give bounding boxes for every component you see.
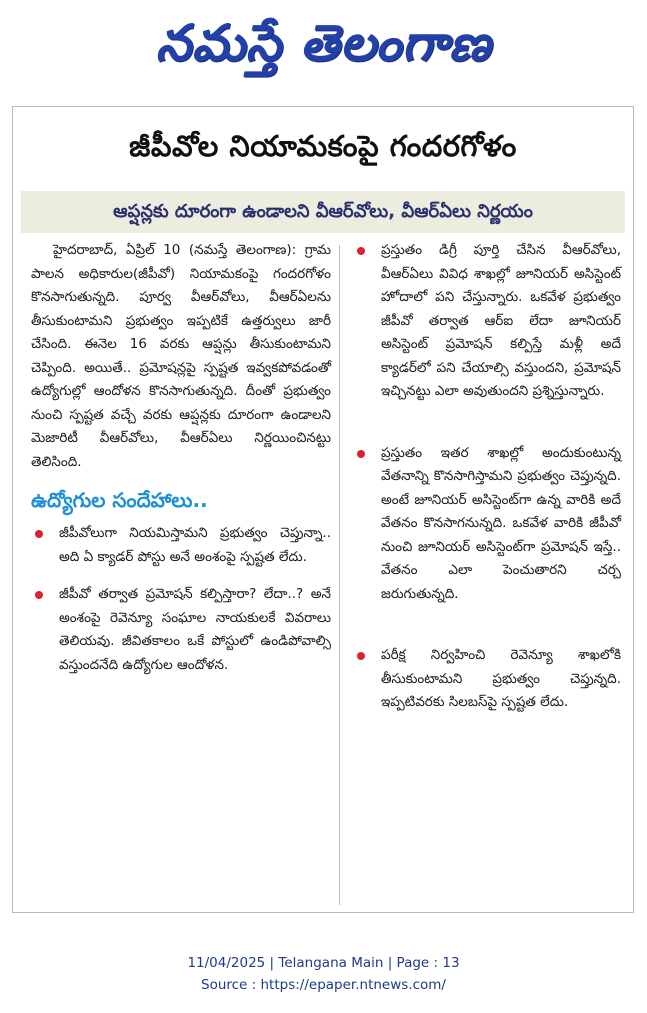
page-footer — [0, 952, 647, 996]
bullet-text: పరీక్ష నిర్వహించి రెవెన్యూ శాఖలోకి తీసుకుంటామని ప్రభుత్వం చెప్తున్నది. ఇప్పటివరకు సిలబస్‌పై స్పష్టత లేదు. — [381, 647, 621, 710]
list-item — [31, 583, 331, 677]
column-divider — [339, 245, 340, 905]
bullet-dot-icon — [35, 591, 43, 599]
masthead — [0, 6, 647, 80]
list-item — [353, 442, 621, 607]
article-subheadline: ఆప్షన్లకు దూరంగా ఉండాలని వీఆర్‌వోలు, వీఆర్‌ఏలు నిర్ణయం — [21, 191, 625, 233]
source-link[interactable]: Source : https://epaper.ntnews.com/ — [201, 977, 446, 993]
edition-info: 11/04/2025 | Telangana Main | Page : 13 — [187, 955, 460, 971]
newspaper-logo: నమస్తే తెలంగాణ — [155, 13, 492, 72]
article-intro: హైదరాబాద్‌, ఏప్రిల్‌ 10 (నమస్తే తెలంగాణ): గ్రామ పాలన అధికారుల(జీపీవో) నియామకంపై గందరగోళం కొనసాగుతున్నది. పూర్వ వీఆర్‌వోలు, వీఆర్‌ఏలను తీసుకుంటామని ప్రభుత్వం ఇప్పటికే ఉత్తర్వులు జారీ చేసింది. ఈనెల 16 వరకు ఆప్షన్లు తీసుకుంటామని చెప్పింది. అయితే.. ప్రమోషన్లపై స్పష్టత ఇవ్వకపోవడంతో ఉద్యోగుల్లో ఆందోళన కొనసాగుతున్నది. దీంతో ప్రభుత్వం నుంచి స్పష్టత వచ్చే వరకు ఆప్షన్లకు దూరంగా ఉండాలని మెజారిటీ వీఆర్‌వోలు, వీఆర్‌ఏలు నిర్ణయించినట్టు తెలిసింది. — [31, 242, 331, 470]
right-column — [353, 239, 621, 715]
list-item — [31, 522, 331, 569]
bullet-text: జీపీవో తర్వాత ప్రమోషన్‌ కల్పిస్తారా? లేదా..? అనే అంశంపై రెవెన్యూ సంఘాల నాయకులకే వివరాలు తెలియవు. జీవితకాలం ఒకే పోస్టులో ఉండిపోవాల్సి వస్తుందనేది ఉద్యోగుల ఆందోళన. — [59, 586, 331, 673]
article-headline: జీపీవోల నియామకంపై గందరగోళం — [129, 129, 517, 163]
section-heading: ఉద్యోగుల సందేహాలు.. — [31, 488, 208, 512]
list-item — [353, 239, 621, 404]
bullet-text: ప్రస్తుతం డిగ్రీ పూర్తి చేసిన వీఆర్‌వోలు, వీఆర్‌ఏలు వివిధ శాఖల్లో జూనియర్‌ అసిస్టెంట్‌ హోదాలో పని చేస్తున్నారు. ఒకవేళ ప్రభుత్వం జీపీవో తర్వాత ఆర్‌ఐ లేదా జూనియర్‌ అసిస్టెంట్‌ ప్రమోషన్‌ కల్పిస్తే మళ్లీ అదే క్యాడర్‌లో పని చేయాల్సి వస్తుందని, ప్రమోషన్‌ ఇచ్చినట్టు ఎలా అవుతుందని ప్రశ్నిస్తున్నారు. — [381, 242, 621, 399]
list-item — [353, 644, 621, 715]
left-column — [31, 239, 331, 677]
bullet-dot-icon — [357, 247, 365, 255]
bullet-dot-icon — [35, 530, 43, 538]
bullet-dot-icon — [357, 652, 365, 660]
bullet-dot-icon — [357, 450, 365, 458]
bullet-text: జీపీవోలుగా నియమిస్తామని ప్రభుత్వం చెప్తున్నా.. అది ఏ క్యాడర్‌ పోస్టు అనే అంశంపై స్పష్టత లేదు. — [59, 525, 331, 565]
news-clipping — [12, 106, 634, 913]
bullet-text: ప్రస్తుతం ఇతర శాఖల్లో అందుకుంటున్న వేతనాన్ని కొనసాగిస్తామని ప్రభుత్వం చెప్తున్నది. అంటే జూనియర్‌ అసిస్టెంట్‌గా ఉన్న వారికి అదే వేతనం కొనసాగనున్నది. ఒకవేళ వారికి జీపీవో నుంచి జూనియర్‌ అసిస్టెంట్‌గా ప్రమోషన్‌ ఇస్తే.. వేతనం ఎలా పెంచుతారని చర్చ జరుగుతున్నది. — [381, 444, 621, 602]
